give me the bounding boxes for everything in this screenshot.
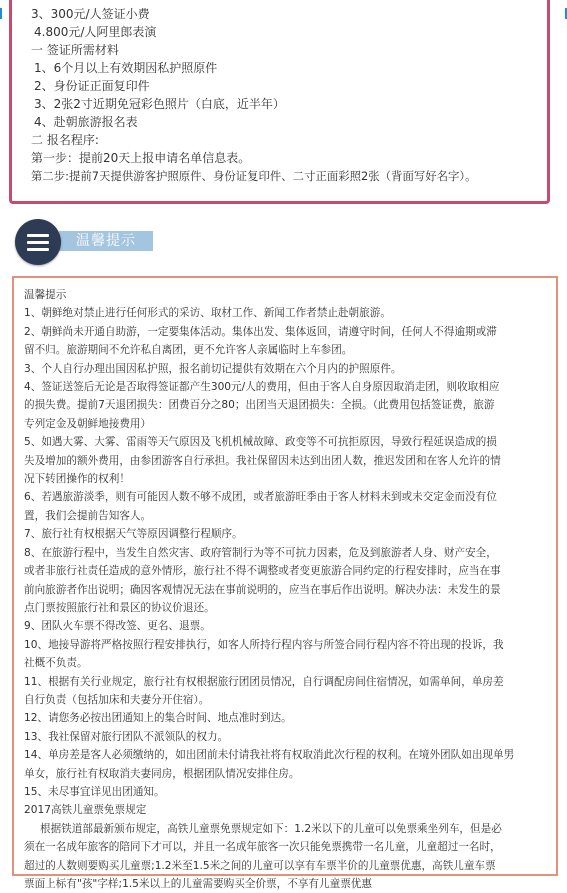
notice-line: 况下转团操作的权利！ bbox=[24, 473, 130, 486]
notice-line: 13、我社保留对旅行团队不派领队的权力。 bbox=[24, 730, 229, 743]
notice-line: 15、未尽事宜详见出团通知。 bbox=[24, 785, 165, 798]
info-line: 一 签证所需材料 bbox=[31, 43, 119, 57]
notice-line: 4、签证送签后无论是否取得签证都产生300元/人的费用，但由于客人自身原因取消走团，则收取相应 bbox=[24, 381, 500, 394]
section-title: 温馨提示 bbox=[76, 233, 136, 249]
notice-line: 超过的人数则要购买儿童票;1.2米至1.5米之间的儿童可以享有车票半价的儿童票优惠，高铁儿童车票 bbox=[24, 859, 496, 872]
notice-line: 前向旅游者作出说明；确因客观情况无法在事前说明的，应当在事后作出说明。解决办法：未发生的景 bbox=[24, 583, 501, 596]
info-line: 二 报名程序: bbox=[31, 133, 99, 147]
section-heading bbox=[15, 219, 215, 267]
info-line: 1、6个月以上有效期因私护照原件 bbox=[34, 61, 218, 75]
notice-line: 票面上标有"孩"字样;1.5米以上的儿童需要购买全价票，不享有儿童票优惠 bbox=[24, 878, 372, 890]
notice-line: 置，我们会提前告知客人。 bbox=[24, 509, 152, 522]
info-line: 4.800元/人阿里郎表演 bbox=[34, 25, 157, 39]
notice-subtitle: 2017高铁儿童票免票规定 bbox=[24, 804, 147, 817]
notice-line: 9、团队火车票不得改签、更名、退票。 bbox=[24, 620, 211, 633]
visa-info-box bbox=[9, 0, 550, 204]
notice-line: 留不归。旅游期间不允许私自离团，更不允许客人亲属临时上车参团。 bbox=[24, 344, 353, 357]
notice-line: 点门票按照旅行社和景区的协议价退还。 bbox=[24, 601, 215, 614]
info-line: 3、300元/人签证小费 bbox=[31, 7, 150, 21]
notice-line: 6、若遇旅游淡季，则有可能因人数不够不成团，或者旅游旺季由于客人材料未到或未交定金而没有位 bbox=[24, 491, 497, 504]
notice-line: 专列定金及朝鲜地接费用） bbox=[24, 417, 152, 430]
info-line: 第二步:提前7天提供游客护照原件、身份证复印件、二寸正面彩照2张（背面写好名字）。 bbox=[31, 169, 477, 183]
notice-line: 10、地接导游将严格按照行程安排执行，如客人所持行程内容与所签合同行程内容不符出现的投诉，我 bbox=[24, 638, 504, 651]
notice-line: 社概不负责。 bbox=[24, 657, 88, 670]
section-title-tab bbox=[59, 231, 153, 251]
notice-line: 自行负责（包括加床和夫妻分开住宿）。 bbox=[24, 693, 210, 706]
notice-line: 11、根据有关行业规定，旅行社有权根据旅行团团员情况，自行调配房间住宿情况，如需单间，单房差 bbox=[24, 675, 504, 688]
notice-line: 根据铁道部最新颁布规定，高铁儿童票免票规定如下：1.2米以下的儿童可以免票乘坐列车，但是必 bbox=[40, 822, 502, 835]
notice-line: 单女，旅行社有权取消夫妻同房，根据团队情况安排住房。 bbox=[24, 767, 300, 780]
notice-line: 14、单房差是客人必须缴纳的，如出团前未付请我社将有权取消此次行程的权利。在境外团队如出现单男 bbox=[24, 749, 515, 762]
notice-box bbox=[12, 276, 558, 890]
notice-line: 2、朝鲜尚未开通自助游，一定要集体活动。集体出发、集体返回，请遵守时间，任何人不得逾期或滞 bbox=[24, 325, 497, 338]
info-line: 4、赴朝旅游报名表 bbox=[34, 115, 138, 129]
notice-line: 8、在旅游行程中，当发生自然灾害、政府管制行为等不可抗力因素，危及到旅游者人身、财产安全， bbox=[24, 546, 497, 559]
notice-line: 12、请您务必按出团通知上的集合时间、地点准时到达。 bbox=[24, 712, 292, 725]
notice-line: 失及增加的额外费用，由参团游客自行承担。我社保留因未达到出团人数，推迟发团和在客人允许的情 bbox=[24, 454, 501, 467]
info-line: 3、2张2寸近期免冠彩色照片（白底，近半年） bbox=[34, 97, 285, 111]
left-edge-marker bbox=[0, 8, 2, 19]
notice-line: 7、旅行社有权根据天气等原因调整行程顺序。 bbox=[24, 528, 243, 541]
notice-title: 温馨提示 bbox=[24, 289, 67, 301]
notice-line: 1、朝鲜绝对禁止进行任何形式的采访、取材工作、新闻工作者禁止赴朝旅游。 bbox=[24, 307, 391, 320]
info-line: 2、身份证正面复印件 bbox=[34, 79, 150, 93]
notice-line: 的损失费。提前7天退团损失：团费百分之80；出团当天退团损失：全损。（此费用包括签证费，旅游 bbox=[24, 399, 495, 412]
notice-line: 须在一名成年旅客的陪同下才可以，并且一名成年旅客一次只能免票携带一名儿童，儿童超过一名时， bbox=[24, 841, 501, 854]
notice-line: 或者非旅行社责任造成的意外情形，旅行社不得不调整或者变更旅游合同约定的行程安排时，应当在事 bbox=[24, 565, 501, 578]
info-line: 第一步：提前20天上报申请名单信息表。 bbox=[31, 151, 251, 165]
menu-icon bbox=[15, 219, 61, 265]
notice-line: 3、个人自行办理出国因私护照，报名前切记提供有效期在六个月内的护照原件。 bbox=[24, 362, 402, 375]
notice-line: 5、如遇大雾、大雾、雷雨等天气原因及飞机机械故障、政变等不可抗拒原因，导致行程延误造成的损 bbox=[24, 436, 497, 449]
